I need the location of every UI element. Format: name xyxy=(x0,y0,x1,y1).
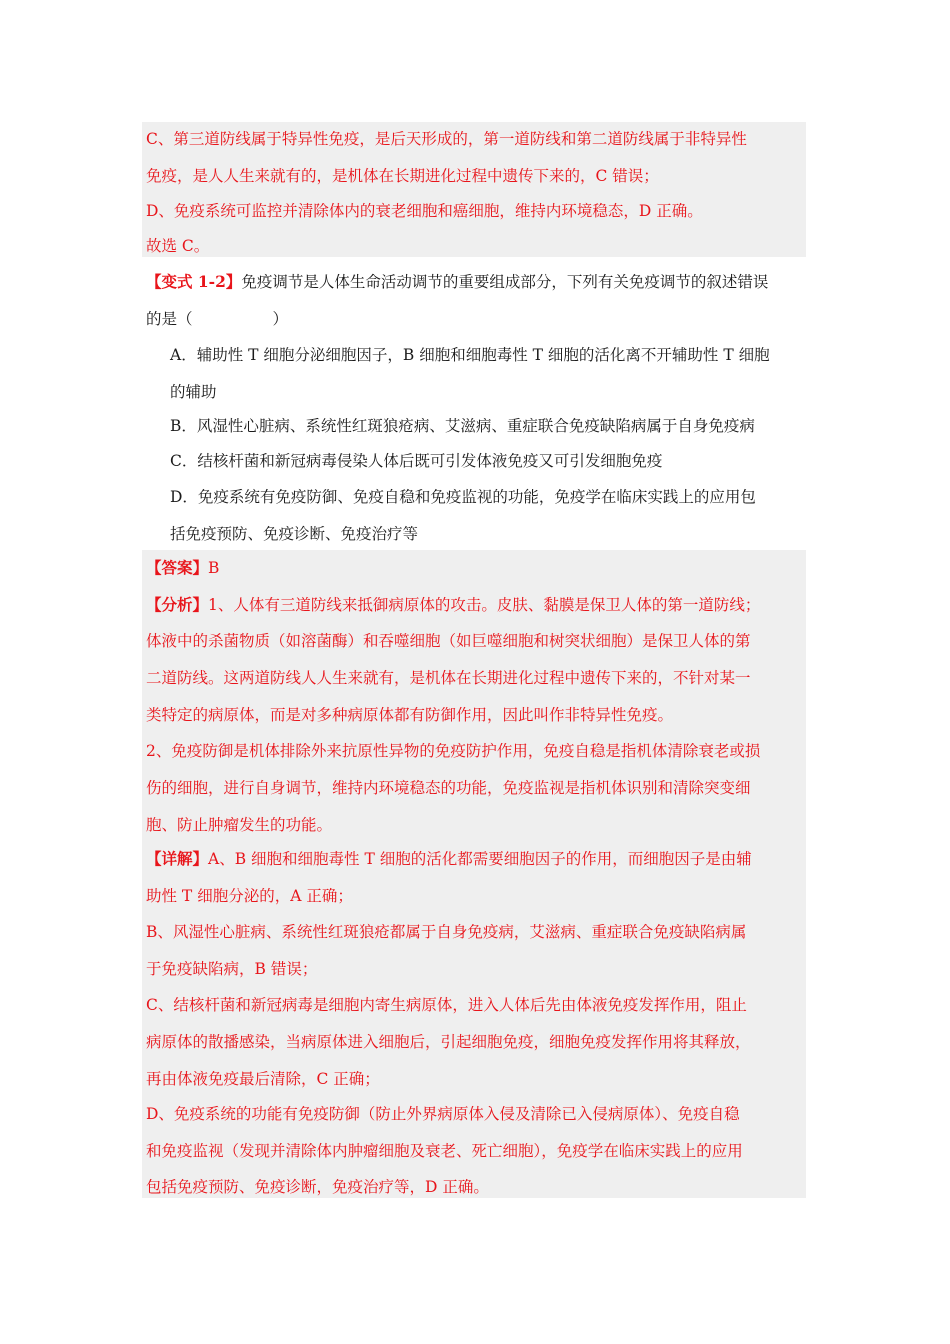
option-d-cont: 括免疫预防、免疫诊断、免疫治疗等 xyxy=(170,525,419,543)
detail-line: C、结核杆菌和新冠病毒是细胞内寄生病原体，进入人体后先由体液免疫发挥作用，阻止 xyxy=(146,996,747,1014)
detail-line: 再由体液免疫最后清除，C 正确； xyxy=(146,1070,380,1088)
prev-solution-line: 免疫，是人人生来就有的，是机体在长期进化过程中遗传下来的，C 错误； xyxy=(146,167,659,185)
question-stem xyxy=(146,272,768,292)
detail-label: 【详解】 xyxy=(146,849,209,868)
detail-line: 病原体的散播感染，当病原体进入细胞后，引起细胞免疫，细胞免疫发挥作用将其释放， xyxy=(146,1033,751,1051)
detail-line xyxy=(146,849,752,869)
analysis-line: 伤的细胞，进行自身调节，维持内环境稳态的功能，免疫监视是指机体识别和清除突变细 xyxy=(146,779,751,797)
option-d: D．免疫系统有免疫防御、免疫自稳和免疫监视的功能，免疫学在临床实践上的应用包 xyxy=(170,488,756,506)
answer-label: 【答案】 xyxy=(146,558,209,577)
analysis-line: 二道防线。这两道防线人人生来就有，是机体在长期进化过程中遗传下来的，不针对某一 xyxy=(146,669,751,687)
detail-line: D、免疫系统的功能有免疫防御（防止外界病原体入侵及清除已入侵病原体）、免疫自稳 xyxy=(146,1105,740,1123)
analysis-line: 胞、防止肿瘤发生的功能。 xyxy=(146,816,333,834)
option-a: A．辅助性 T 细胞分泌细胞因子，B 细胞和细胞毒性 T 细胞的活化离不开辅助性 T 细胞 xyxy=(170,346,770,364)
prev-solution-line: D、免疫系统可监控并清除体内的衰老细胞和癌细胞，维持内环境稳态，D 正确。 xyxy=(146,202,703,220)
analysis-label: 【分析】 xyxy=(146,595,209,614)
question-tag: 【变式 1-2】 xyxy=(146,272,242,291)
stem-suffix: ） xyxy=(272,310,289,328)
detail-line: 于免疫缺陷病，B 错误； xyxy=(146,960,318,978)
prev-solution-line: 故选 C。 xyxy=(146,237,210,255)
analysis-line xyxy=(146,595,760,615)
option-c: C．结核杆菌和新冠病毒侵染人体后既可引发体液免疫又可引发细胞免疫 xyxy=(170,452,663,470)
analysis-text: 1、人体有三道防线来抵御病原体的攻击。皮肤、黏膜是保卫人体的第一道防线； xyxy=(208,596,761,614)
detail-line: 助性 T 细胞分泌的，A 正确； xyxy=(146,887,353,905)
detail-line: 包括免疫预防、免疫诊断，免疫治疗等，D 正确。 xyxy=(146,1178,489,1196)
stem-prefix: 的是（ xyxy=(146,310,193,328)
detail-line: 和免疫监视（发现并清除体内肿瘤细胞及衰老、死亡细胞），免疫学在临床实践上的应用 xyxy=(146,1142,743,1160)
analysis-line: 2、免疫防御是机体排除外来抗原性异物的免疫防护作用，免疫自稳是指机体清除衰老或损 xyxy=(146,742,761,760)
analysis-line: 体液中的杀菌物质（如溶菌酶）和吞噬细胞（如巨噬细胞和树突状细胞）是保卫人体的第 xyxy=(146,632,751,650)
analysis-line: 类特定的病原体，而是对多种病原体都有防御作用，因此叫作非特异性免疫。 xyxy=(146,706,674,724)
detail-line: B、风湿性心脏病、系统性红斑狼疮都属于自身免疫病，艾滋病、重症联合免疫缺陷病属 xyxy=(146,923,747,941)
detail-text: A、B 细胞和细胞毒性 T 细胞的活化都需要细胞因子的作用，而细胞因子是由辅 xyxy=(208,850,752,868)
answer-value: B xyxy=(208,559,220,577)
question-stem-text: 免疫调节是人体生命活动调节的重要组成部分，下列有关免疫调节的叙述错误 xyxy=(241,273,769,291)
prev-solution-line: C、第三道防线属于特异性免疫，是后天形成的，第一道防线和第二道防线属于非特异性 xyxy=(146,130,747,148)
option-a-cont: 的辅助 xyxy=(170,383,217,401)
question-stem-line2 xyxy=(146,309,288,329)
answer-line xyxy=(146,558,219,578)
option-b: B．风湿性心脏病、系统性红斑狼疮病、艾滋病、重症联合免疫缺陷病属于自身免疫病 xyxy=(170,417,755,435)
